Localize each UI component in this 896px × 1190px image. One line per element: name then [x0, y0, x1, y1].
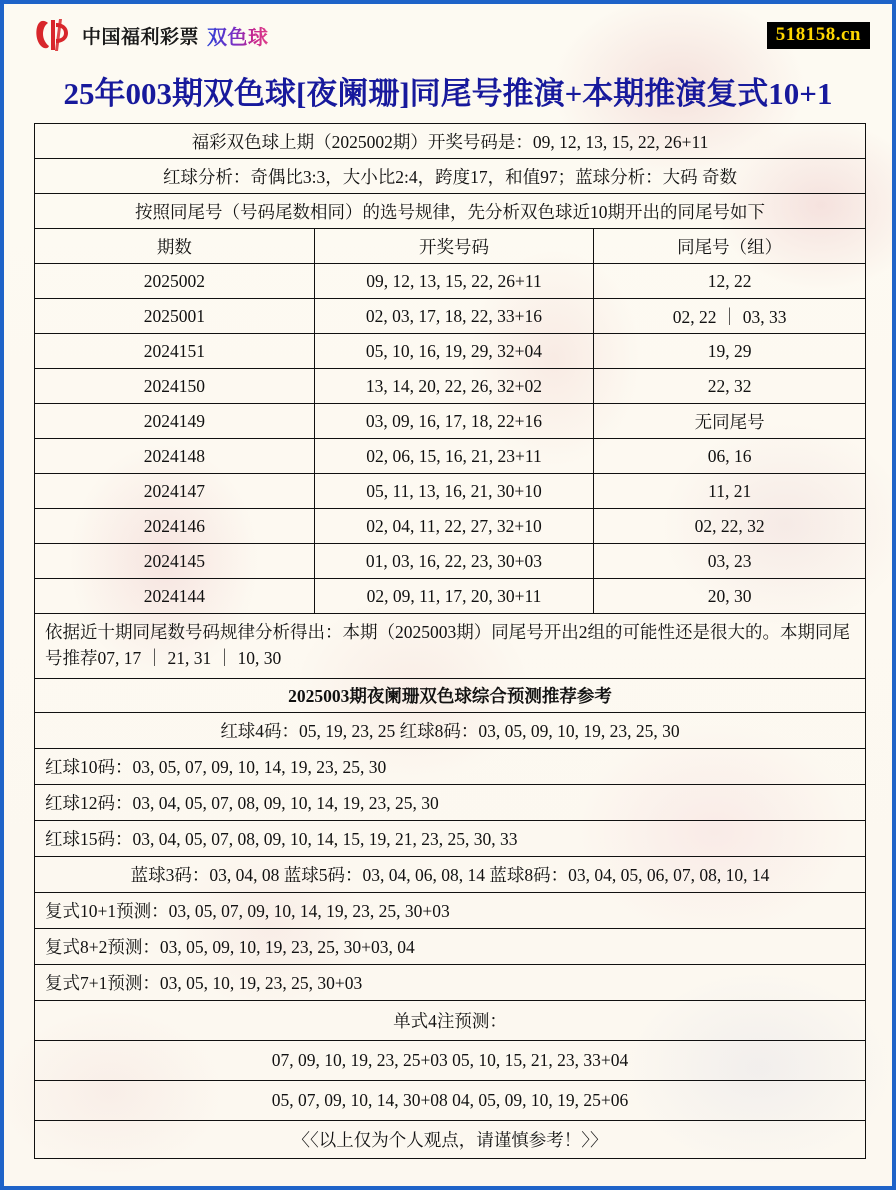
- table-row: [35, 404, 866, 439]
- cell-issue: 2024147: [35, 474, 315, 509]
- single-bet-line-1: 07, 09, 10, 19, 23, 25+03 05, 10, 15, 21, 23, 33+04: [35, 1040, 866, 1080]
- page-title: 25年003期双色球[夜阑珊]同尾号推演+本期推演复式10+1: [63, 76, 833, 111]
- cell-issue: 2025002: [35, 264, 315, 299]
- content-sheet: [34, 123, 866, 1159]
- row-disclaimer: [35, 1120, 866, 1158]
- row-compound-10-1: [35, 892, 866, 928]
- china-welfare-lottery-logo-icon: [34, 18, 74, 52]
- cell-issue: 2024150: [35, 369, 315, 404]
- row-single-title: [35, 1000, 866, 1040]
- column-header-tail: 同尾号（组）: [594, 229, 866, 264]
- column-header-issue: 期数: [35, 229, 315, 264]
- cell-numbers: 02, 04, 11, 22, 27, 32+10: [314, 509, 594, 544]
- compound-8-2-text: 复式8+2预测：03, 05, 09, 10, 19, 23, 25, 30+03, 04: [35, 928, 866, 964]
- page-header: [4, 4, 892, 64]
- cell-tail: 03, 23: [594, 544, 866, 579]
- cell-numbers: 05, 10, 16, 19, 29, 32+04: [314, 334, 594, 369]
- cell-tail: 02, 22, 32: [594, 509, 866, 544]
- cell-issue: 2024145: [35, 544, 315, 579]
- cell-tail: 12, 22: [594, 264, 866, 299]
- row-red-10: [35, 748, 866, 784]
- logo-text-shuangseqiu: 双色球: [207, 21, 269, 50]
- cell-issue: 2024144: [35, 579, 315, 614]
- row-conclusion: [35, 614, 866, 679]
- table-row: [35, 544, 866, 579]
- table-row: [35, 474, 866, 509]
- table-row: [35, 369, 866, 404]
- row-rule: [35, 194, 866, 229]
- compound-7-1-text: 复式7+1预测：03, 05, 10, 19, 23, 25, 30+03: [35, 964, 866, 1000]
- blue-codes-text: 蓝球3码：03, 04, 08 蓝球5码：03, 04, 06, 08, 14 蓝球8码：03, 04, 05, 06, 07, 08, 10, 14: [35, 856, 866, 892]
- cell-numbers: 03, 09, 16, 17, 18, 22+16: [314, 404, 594, 439]
- row-ball-analysis: [35, 159, 866, 194]
- cell-numbers: 05, 11, 13, 16, 21, 30+10: [314, 474, 594, 509]
- cell-tail: 无同尾号: [594, 404, 866, 439]
- cell-issue: 2024149: [35, 404, 315, 439]
- cell-issue: 2025001: [35, 299, 315, 334]
- row-compound-8-2: [35, 928, 866, 964]
- red-4-8-text: 红球4码：05, 19, 23, 25 红球8码：03, 05, 09, 10, 19, 23, 25, 30: [35, 712, 866, 748]
- compound-10-1-text: 复式10+1预测：03, 05, 07, 09, 10, 14, 19, 23, 25, 30+03: [35, 892, 866, 928]
- table-row: [35, 299, 866, 334]
- row-blue-codes: [35, 856, 866, 892]
- table-row: [35, 579, 866, 614]
- last-draw-text: 福彩双色球上期（2025002期）开奖号码是：09, 12, 13, 15, 22, 26+11: [35, 124, 866, 159]
- row-prediction-section-title: [35, 678, 866, 712]
- row-red-15: [35, 820, 866, 856]
- row-red-4-8: [35, 712, 866, 748]
- rule-text: 按照同尾号（号码尾数相同）的选号规律，先分析双色球近10期开出的同尾号如下: [35, 194, 866, 229]
- red-15-text: 红球15码：03, 04, 05, 07, 08, 09, 10, 14, 15, 19, 21, 23, 25, 30, 33: [35, 820, 866, 856]
- cell-numbers: 01, 03, 16, 22, 23, 30+03: [314, 544, 594, 579]
- cell-issue: 2024146: [35, 509, 315, 544]
- red-10-text: 红球10码：03, 05, 07, 09, 10, 14, 19, 23, 25, 30: [35, 748, 866, 784]
- ball-analysis-text: 红球分析：奇偶比3:3，大小比2:4，跨度17，和值97；蓝球分析：大码 奇数: [35, 159, 866, 194]
- table-row: [35, 439, 866, 474]
- table-row: [35, 509, 866, 544]
- red-12-text: 红球12码：03, 04, 05, 07, 08, 09, 10, 14, 19, 23, 25, 30: [35, 784, 866, 820]
- row-single-2: [35, 1080, 866, 1120]
- cell-tail: 22, 32: [594, 369, 866, 404]
- row-last-draw: [35, 124, 866, 159]
- cell-issue: 2024151: [35, 334, 315, 369]
- table-row: [35, 264, 866, 299]
- cell-numbers: 02, 03, 17, 18, 22, 33+16: [314, 299, 594, 334]
- logo-text-welfare-lottery: 中国福利彩票: [82, 25, 200, 48]
- single-bet-line-2: 05, 07, 09, 10, 14, 30+08 04, 05, 09, 10, 19, 25+06: [35, 1080, 866, 1120]
- row-single-1: [35, 1040, 866, 1080]
- row-compound-7-1: [35, 964, 866, 1000]
- cell-tail: 20, 30: [594, 579, 866, 614]
- cell-numbers: 09, 12, 13, 15, 22, 26+11: [314, 264, 594, 299]
- cell-issue: 2024148: [35, 439, 315, 474]
- brand-logo: [34, 18, 269, 52]
- prediction-section-title: 2025003期夜阑珊双色球综合预测推荐参考: [35, 678, 866, 712]
- conclusion-text: 依据近十期同尾数号码规律分析得出：本期（2025003期）同尾号开出2组的可能性还是很大的。本期同尾号推荐07, 17 ｜ 21, 31 ｜ 10, 30: [35, 614, 866, 679]
- table-row: [35, 334, 866, 369]
- disclaimer-text: 〈〈以上仅为个人观点，请谨慎参考！〉〉: [35, 1120, 866, 1158]
- row-red-12: [35, 784, 866, 820]
- cell-numbers: 02, 06, 15, 16, 21, 23+11: [314, 439, 594, 474]
- table-header-row: [35, 229, 866, 264]
- cell-tail: 02, 22 ｜ 03, 33: [594, 299, 866, 334]
- cell-tail: 11, 21: [594, 474, 866, 509]
- cell-tail: 19, 29: [594, 334, 866, 369]
- site-watermark-badge: 518158.cn: [767, 22, 870, 49]
- cell-tail: 06, 16: [594, 439, 866, 474]
- cell-numbers: 02, 09, 11, 17, 20, 30+11: [314, 579, 594, 614]
- column-header-numbers: 开奖号码: [314, 229, 594, 264]
- single-title-text: 单式4注预测：: [35, 1000, 866, 1040]
- cell-numbers: 13, 14, 20, 22, 26, 32+02: [314, 369, 594, 404]
- page-background: [4, 4, 892, 1186]
